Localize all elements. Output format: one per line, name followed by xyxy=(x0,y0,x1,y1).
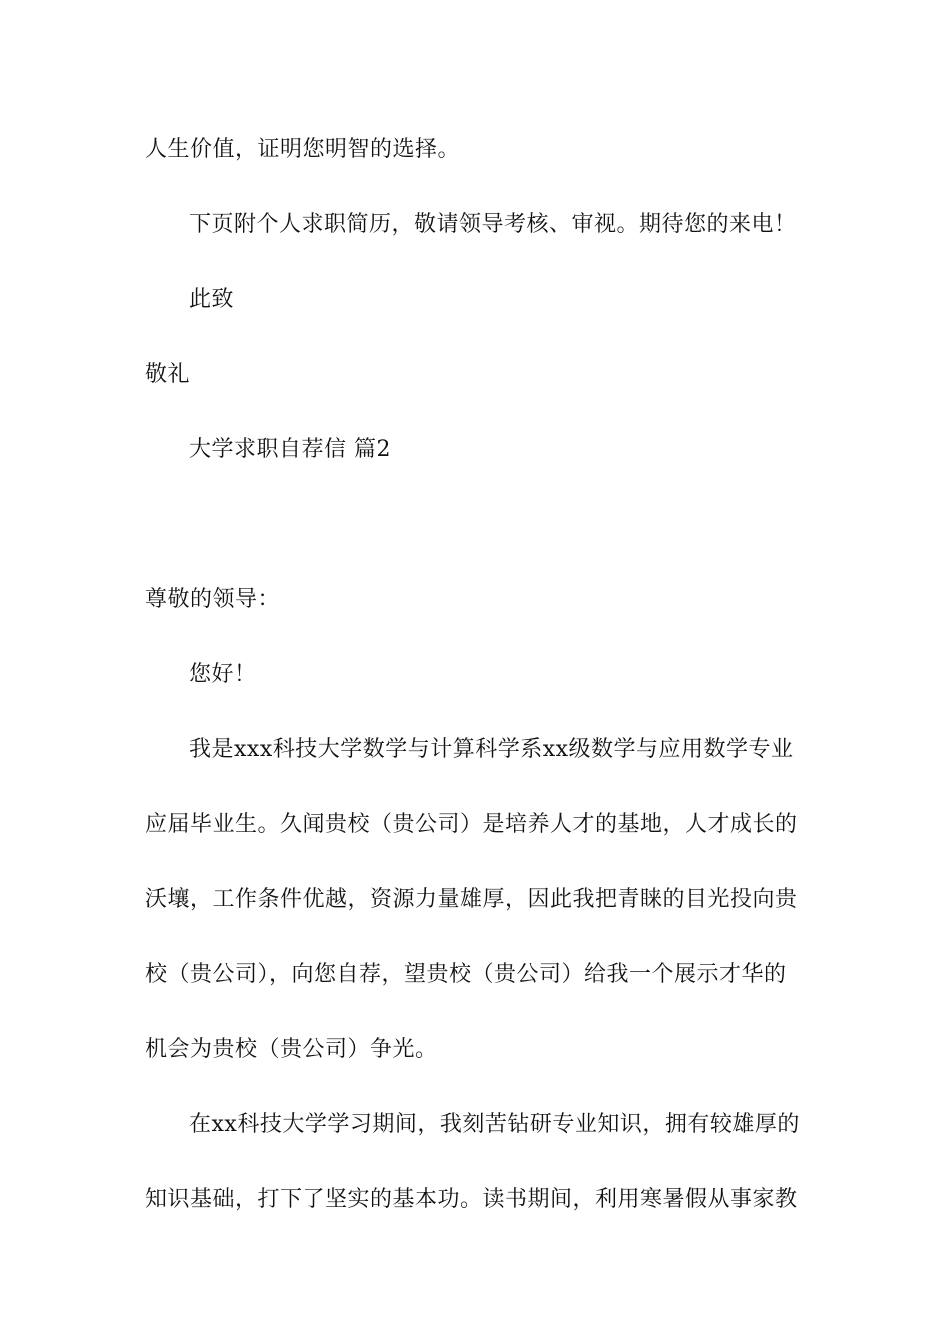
text-line: 机会为贵校（贵公司）争光。 xyxy=(145,1037,438,1062)
text-line: 在xx科技大学学习期间，我刻苦钻研专业知识，拥有较雄厚的 xyxy=(189,1112,800,1137)
section-heading: 大学求职自荐信 篇2 xyxy=(189,437,391,462)
text-line: 人生价值，证明您明智的选择。 xyxy=(145,137,461,162)
closing-salutation: 此致 xyxy=(189,287,235,312)
text-line: 应届毕业生。久闻贵校（贵公司）是培养人才的基地，人才成长的 xyxy=(145,812,798,837)
text-line: 知识基础，打下了坚实的基本功。读书期间，利用寒暑假从事家教 xyxy=(145,1187,798,1212)
text-line: 校（贵公司），向您自荐，望贵校（贵公司）给我一个展示才华的 xyxy=(145,962,787,987)
greeting-hello: 您好！ xyxy=(189,662,257,687)
text-line: 沃壤，工作条件优越，资源力量雄厚，因此我把青睐的目光投向贵 xyxy=(145,887,798,912)
greeting: 尊敬的领导： xyxy=(145,587,281,612)
text-line: 下页附个人求职简历，敬请领导考核、审视。期待您的来电！ xyxy=(189,212,797,237)
text-line: 我是xxx科技大学数学与计算科学系xx级数学与应用数学专业 xyxy=(189,737,794,762)
closing-regards: 敬礼 xyxy=(145,362,191,387)
